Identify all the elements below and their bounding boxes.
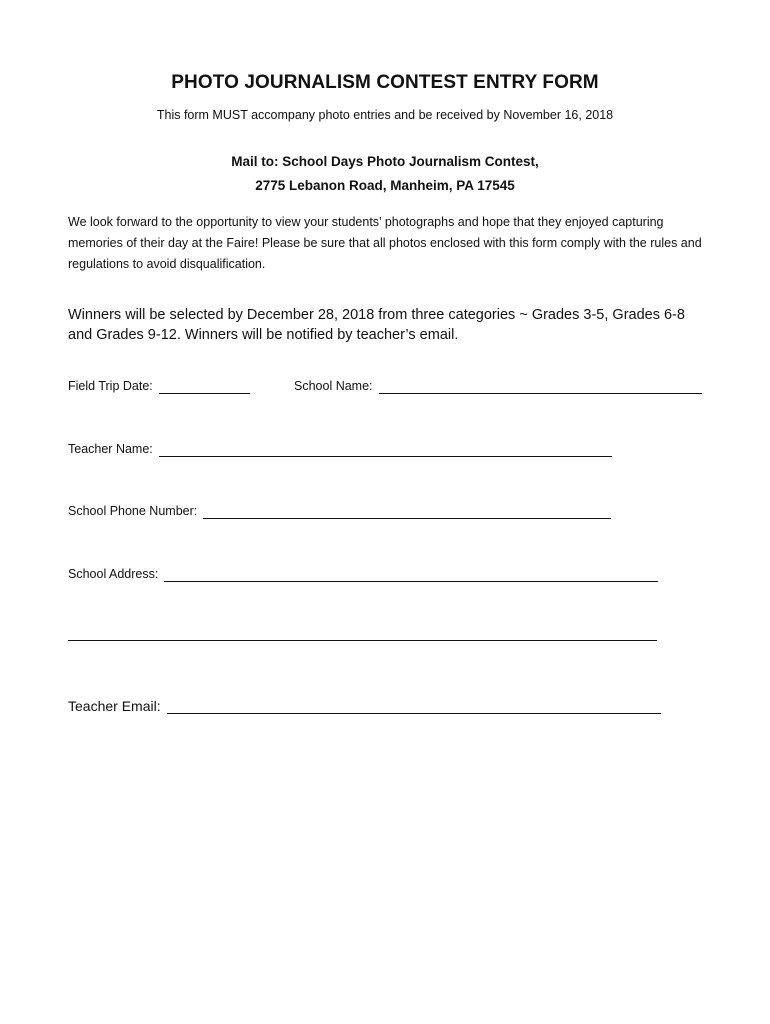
field-trip-date-field — [68, 378, 250, 394]
form-title: PHOTO JOURNALISM CONTEST ENTRY FORM — [171, 72, 599, 93]
mail-to-line-1: Mail to: School Days Photo Journalism Contest, — [231, 154, 539, 169]
teacher-email-input[interactable] — [167, 701, 661, 714]
teacher-email-field — [68, 698, 661, 714]
field-trip-date-label: Field Trip Date: — [68, 379, 153, 393]
school-address-field — [68, 566, 658, 582]
field-trip-date-input[interactable] — [159, 381, 250, 394]
school-name-label: School Name: — [294, 379, 373, 393]
school-name-input[interactable] — [379, 381, 702, 394]
school-address-input[interactable] — [164, 569, 658, 582]
mailing-address — [0, 150, 770, 198]
mail-to-line-2: 2775 Lebanon Road, Manheim, PA 17545 — [255, 178, 515, 193]
school-phone-input[interactable] — [203, 506, 611, 519]
winners-paragraph: Winners will be selected by December 28, 2018 from three categories ~ Grades 3-5, Grades 6-8 and Grades 9-12. Winners will be notified by teacher’s email. — [68, 307, 685, 343]
teacher-name-field — [68, 441, 612, 457]
school-address-line-2-input[interactable] — [68, 640, 657, 641]
school-address-label: School Address: — [68, 567, 159, 581]
deadline-note: This form MUST accompany photo entries and be received by November 16, 2018 — [156, 108, 614, 122]
intro-paragraph: We look forward to the opportunity to view your students’ photographs and hope that they enjoyed capturing memories of their day at the Faire! Please be sure that all photos enclosed with this form comply with the rules and regulations to avoid disqualification. — [68, 215, 702, 271]
school-phone-label: School Phone Number: — [68, 504, 198, 518]
teacher-email-label: Teacher Email: — [68, 698, 161, 714]
school-name-field — [294, 378, 702, 394]
school-phone-field — [68, 503, 611, 519]
teacher-name-input[interactable] — [159, 444, 612, 457]
teacher-name-label: Teacher Name: — [68, 442, 153, 456]
